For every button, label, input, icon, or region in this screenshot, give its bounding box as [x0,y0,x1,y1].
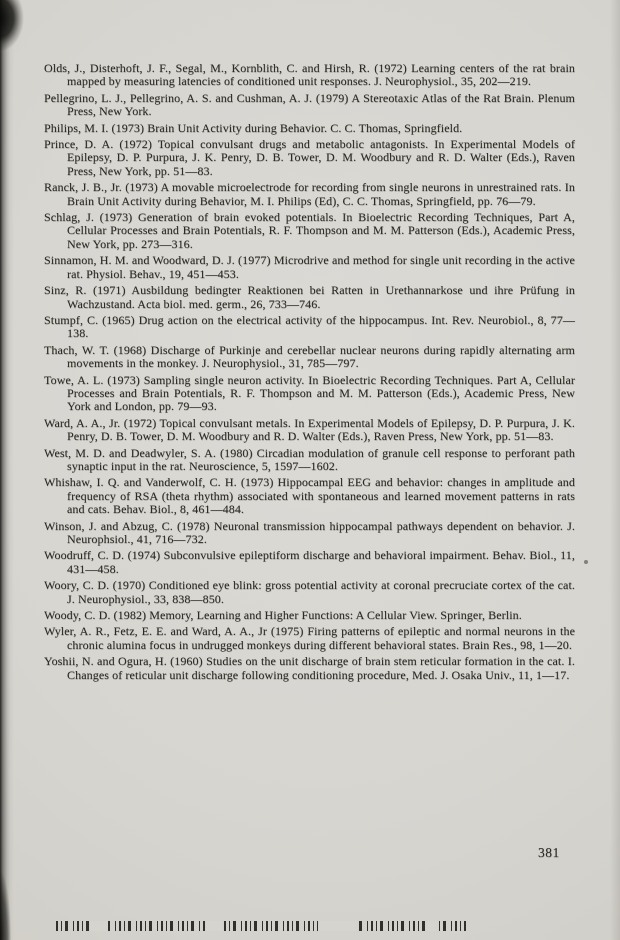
reference-entry: Whishaw, I. Q. and Vanderwolf, C. H. (1973) Hippocampal EEG and behavior: changes in amplitude and frequency of RSA (theta rhythm) associated with spontaneous and learned movement patterns in rats and cats. Behav. Biol., 8, 461—484. [44,475,575,517]
scan-artifact-top-left [0,0,30,52]
reference-entry: Woodruff, C. D. (1974) Subconvulsive epileptiform discharge and behavioral impairment. Behav. Biol., 11, 431—458. [44,548,575,576]
page-edge-shade [610,0,620,940]
reference-entry: West, M. D. and Deadwyler, S. A. (1980) Circadian modulation of granule cell response to perforant path synaptic input in the rat. Neuroscience, 5, 1597—1602. [44,445,575,473]
reference-entry: Woody, C. D. (1982) Memory, Learning and Higher Functions: A Cellular View. Springer, Berlin. [44,608,522,623]
reference-entry: Olds, J., Disterhoft, J. F., Segal, M., Kornblith, C. and Hirsh, R. (1972) Learning centers of the rat brain mapped by measuring latencies of conditioned unit responses. J. Neurophysiol., 35, 202—219. [44,61,575,89]
reference-entry: Sinnamon, H. M. and Woodward, D. J. (1977) Microdrive and method for single unit recording in the active rat. Physiol. Behav., 19, 451—453. [44,253,575,281]
reference-entry: Stumpf, C. (1965) Drug action on the electrical activity of the hippocampus. Int. Rev. Neurobiol., 8, 77—138. [44,312,575,341]
binding-shadow [0,0,14,940]
reference-entry: Wyler, A. R., Fetz, E. E. and Ward, A. A., Jr (1975) Firing patterns of epileptic and normal neurons in the chronic alumina focus in undrugged monkeys during different behavioral states. Brain Res., 98, 1—20. [44,624,575,652]
reference-entry: Prince, D. A. (1972) Topical convulsant drugs and metabolic antagonists. In Experimental Models of Epilepsy, D. P. Purpura, J. K. Penry, D. B. Tower, D. M. Woodbury and R. D. Walter (Eds.), Raven Press, New York, pp. 51—83. [44,137,575,178]
reference-entry: Yoshii, N. and Ogura, H. (1960) Studies on the unit discharge of brain stem reticular formation in the cat. I. Changes of reticular unit discharge following conditioning procedure, Med. J. Osaka Univ., 11, 1—17. [44,654,575,682]
page-number: 381 [538,845,560,860]
reference-entry: Woory, C. D. (1970) Conditioned eye blink: gross potential activity at coronal precruciate cortex of the cat. J. Neurophysiol., 33, 838—850. [44,578,575,606]
scan-artifact-barcode [56,921,466,931]
reference-entry: Sinz, R. (1971) Ausbildung bedingter Reaktionen bei Ratten in Urethannarkose und ihre Prüfung in Wachzustand. Acta biol. med. germ., 26, 733—746. [44,283,575,311]
reference-entry: Towe, A. L. (1973) Sampling single neuron activity. In Bioelectric Recording Techniques. Part A, Cellular Processes and Brain Potentials, R. F. Thompson and M. M. Patterson (Eds.), Academic Press, New York and London, pp. 79—93. [44,372,575,414]
reference-entry: Ward, A. A., Jr. (1972) Topical convulsant metals. In Experimental Models of Epilepsy, D. P. Purpura, J. K. Penry, D. B. Tower, D. M. Woodbury and R. D. Walter (Eds.), Raven Press, New York, pp. 51—83. [44,415,575,444]
scan-artifact-speck [584,560,588,564]
page-content [44,62,575,685]
scan-artifact-bottom-left [0,850,16,940]
reference-list [44,62,575,682]
reference-entry: Schlag, J. (1973) Generation of brain evoked potentials. In Bioelectric Recording Techniques, Part A, Cellular Processes and Brain Potentials, R. F. Thompson and M. M. Patterson (Eds.), Academic Press, New York, pp. 273—316. [44,210,575,251]
reference-entry: Ranck, J. B., Jr. (1973) A movable microelectrode for recording from single neurons in unrestrained rats. In Brain Unit Activity during Behavior, M. I. Philips (Ed), C. C. Thomas, Springfield, pp. 76—79. [44,180,575,208]
reference-entry: Thach, W. T. (1968) Discharge of Purkinje and cerebellar nuclear neurons during rapidly alternating arm movements in the monkey. J. Neurophysiol., 31, 785—797. [44,342,575,371]
reference-entry: Philips, M. I. (1973) Brain Unit Activity during Behavior. C. C. Thomas, Springfield. [44,120,463,135]
reference-entry: Winson, J. and Abzug, C. (1978) Neuronal transmission hippocampal pathways dependent on behavior. J. Neurophsiol., 41, 716—732. [44,518,575,546]
reference-entry: Pellegrino, L. J., Pellegrino, A. S. and Cushman, A. J. (1979) A Stereotaxic Atlas of the Rat Brain. Plenum Press, New York. [44,90,575,119]
